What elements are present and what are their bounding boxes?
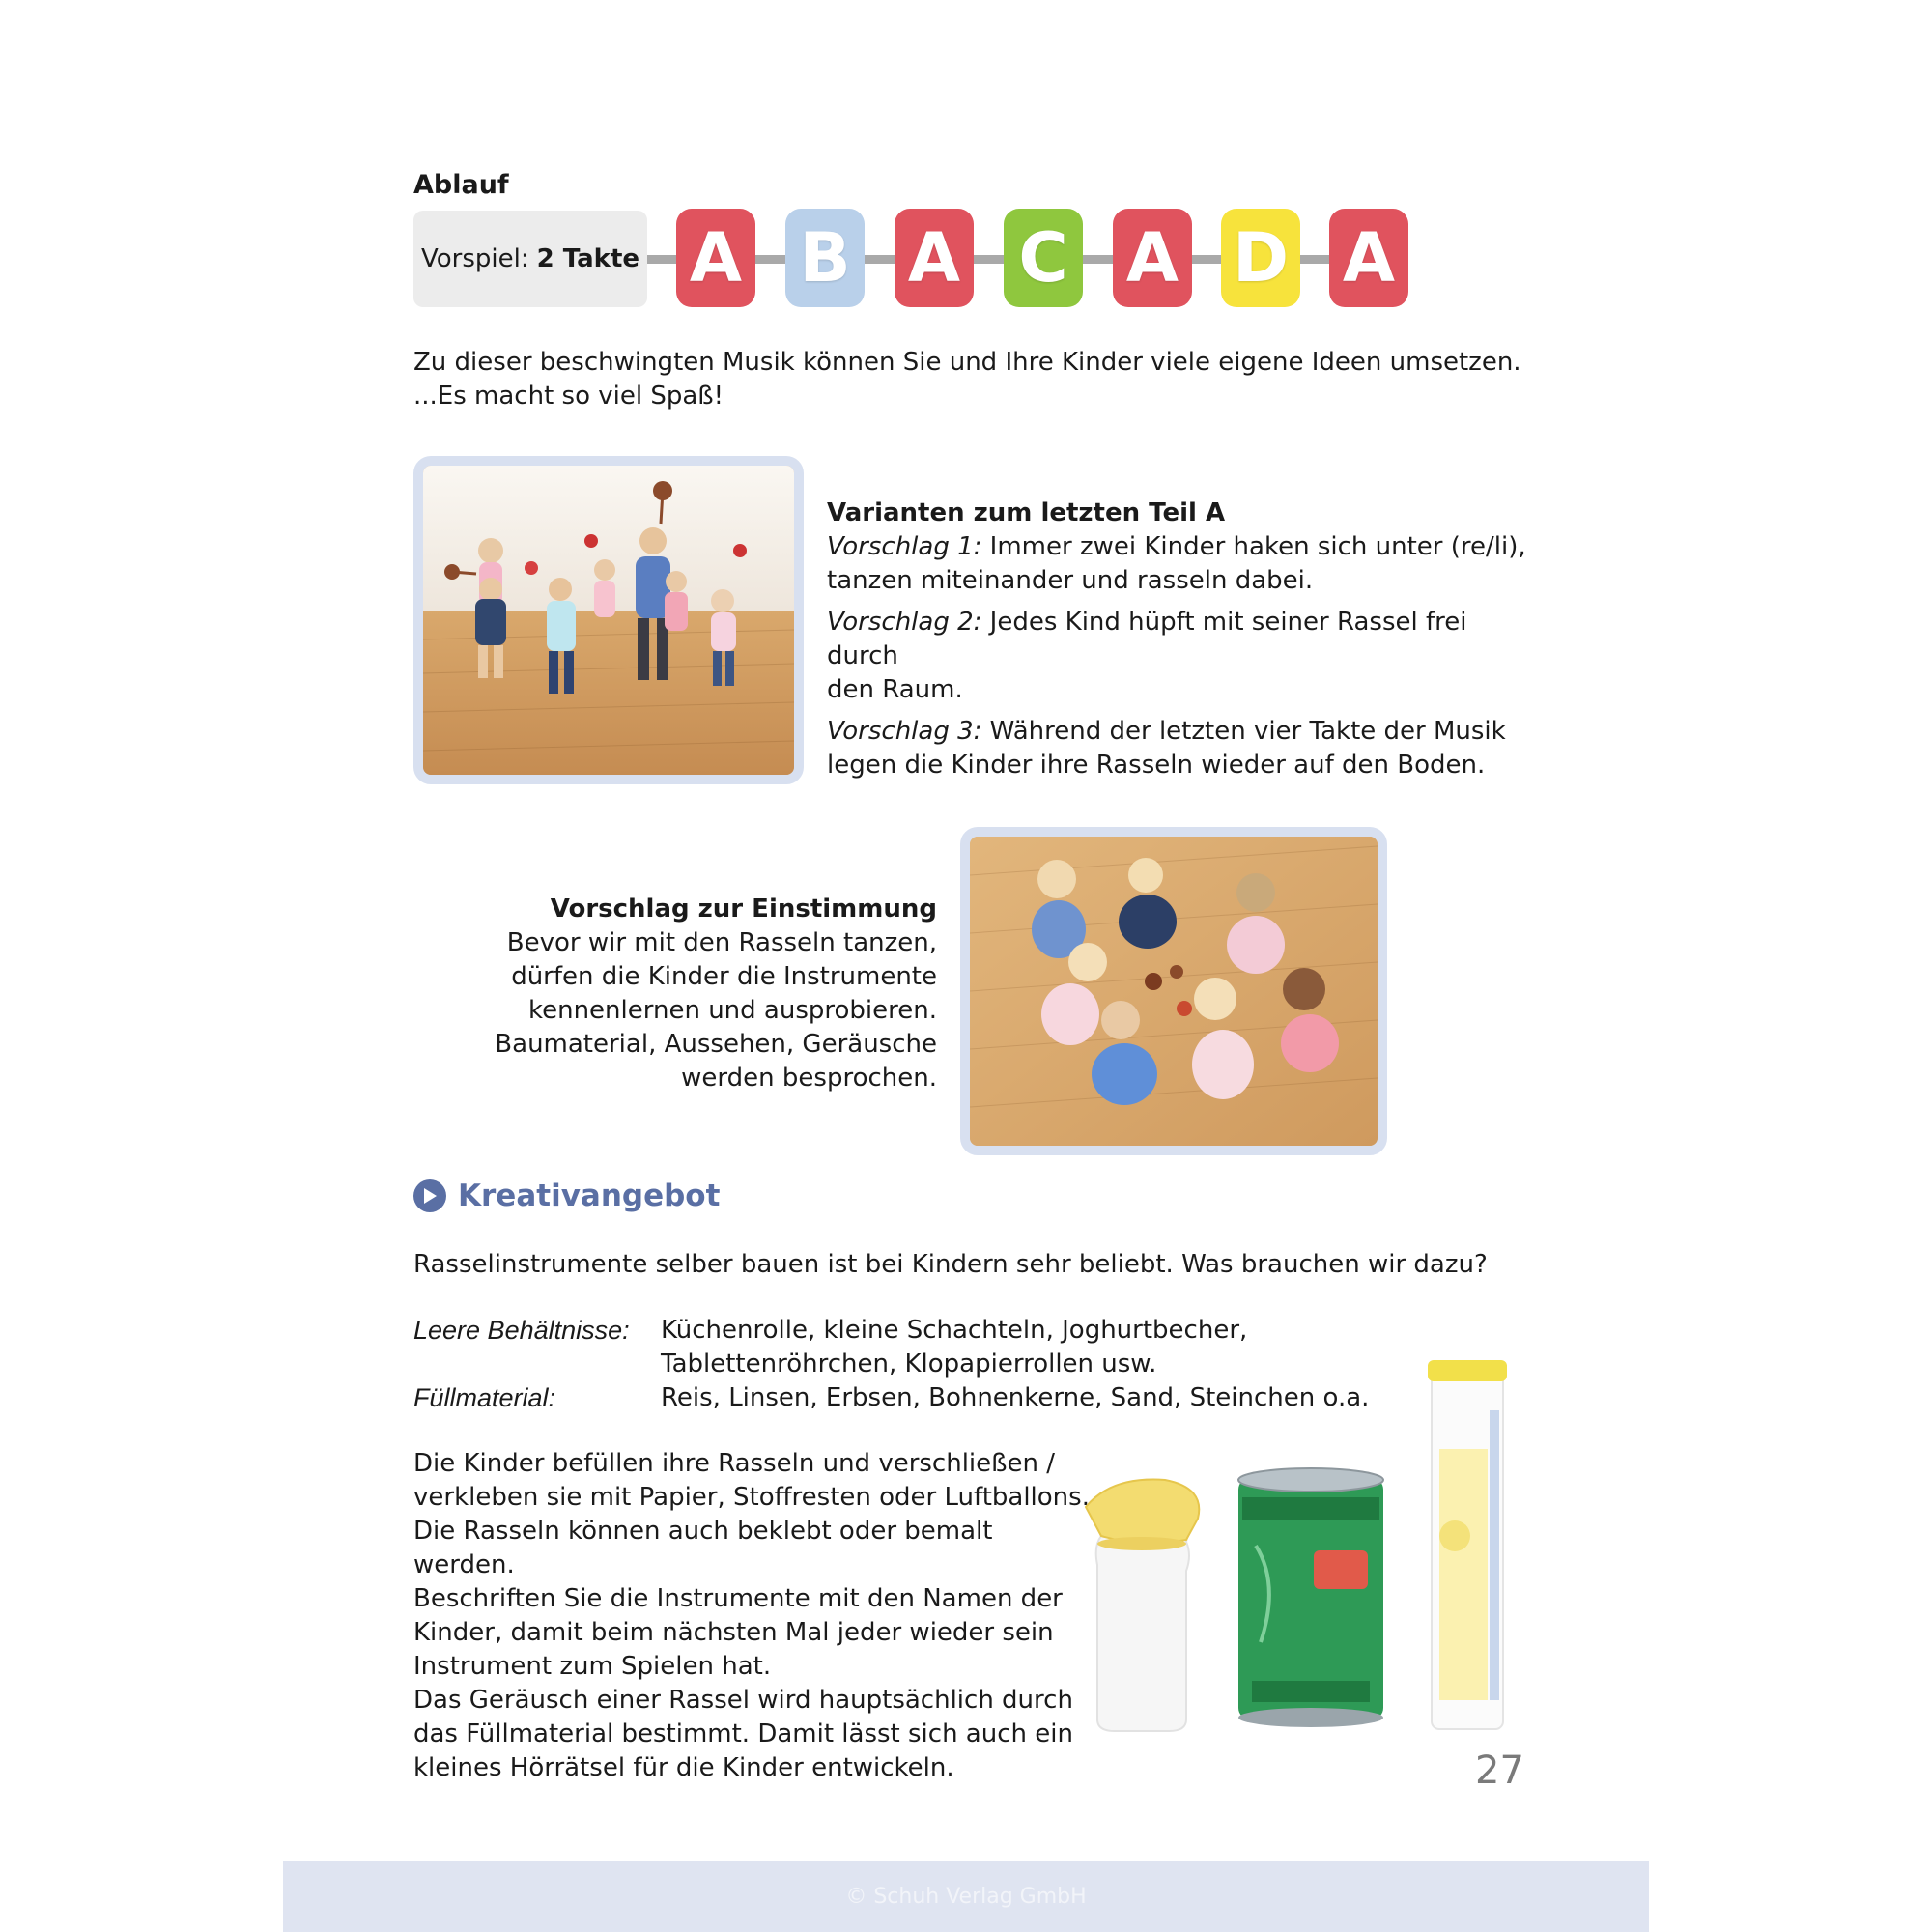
vorschlag-3-label: Vorschlag 3:: [827, 717, 982, 746]
intro-line: Zu dieser beschwingten Musik können Sie und Ihre Kinder viele eigene Ideen umsetzen.: [413, 348, 1521, 377]
ablauf-heading: Ablauf: [413, 170, 509, 200]
varianten-section: [827, 497, 1532, 782]
fuellmaterial-label: Füllmaterial:: [413, 1383, 556, 1412]
photo-children-circle-image: [970, 837, 1378, 1146]
photo-children-circle: [960, 827, 1387, 1155]
green-tin-icon: [1238, 1468, 1383, 1727]
body-line: Die Rasseln können auch beklebt oder bemalt werden.: [413, 1517, 993, 1579]
sequence-tile-a: A: [1113, 209, 1192, 307]
body-line: verkleben sie mit Papier, Stoffresten oder Luftballons.: [413, 1483, 1090, 1512]
sequence-tile-c: C: [1004, 209, 1083, 307]
varianten-heading: Varianten zum letzten Teil A: [827, 498, 1226, 527]
vorspiel-label: Vorspiel:: [420, 244, 529, 273]
einstimmung-section: [483, 893, 937, 1095]
einstimmung-line: kennenlernen und ausprobieren.: [527, 996, 937, 1025]
einstimmung-line: werden besprochen.: [681, 1064, 937, 1093]
einstimmung-line: Baumaterial, Aussehen, Geräusche: [495, 1030, 937, 1059]
body-line: Das Geräusch einer Rassel wird hauptsächlich durch: [413, 1686, 1073, 1715]
yogurt-bottle-icon: [1086, 1480, 1199, 1731]
vorspiel-value: 2 Takte: [536, 244, 640, 273]
footer-bar: [283, 1861, 1649, 1932]
behaeltnisse-value: Küchenrolle, kleine Schachteln, Joghurtbecher,: [661, 1316, 1248, 1345]
sequence-tile-d: D: [1221, 209, 1300, 307]
copyright-text: © Schuh Verlag GmbH: [845, 1885, 1087, 1909]
body-line: das Füllmaterial bestimmt. Damit lässt sich auch ein: [413, 1719, 1073, 1748]
body-line: kleines Hörrätsel für die Kinder entwickeln.: [413, 1753, 954, 1782]
body-line: Beschriften Sie die Instrumente mit den Namen der: [413, 1584, 1063, 1613]
body-line: Kinder, damit beim nächsten Mal jeder wieder sein: [413, 1618, 1054, 1647]
vorschlag-1-label: Vorschlag 1:: [827, 532, 982, 561]
sequence-tile-a: A: [895, 209, 974, 307]
vorschlag-3-text: Während der letzten vier Takte der Musik: [981, 717, 1506, 746]
vorschlag-1-text: Immer zwei Kinder haken sich unter (re/li),: [981, 532, 1526, 561]
behaeltnisse-label: Leere Behältnisse:: [413, 1316, 630, 1345]
intro-line: ...Es macht so viel Spaß!: [413, 382, 724, 411]
vorschlag-2-label: Vorschlag 2:: [827, 608, 982, 637]
kreativ-intro: Rasselinstrumente selber bauen ist bei Kindern sehr beliebt. Was brauchen wir dazu?: [413, 1250, 1488, 1279]
body-line: Instrument zum Spielen hat.: [413, 1652, 772, 1681]
tablet-tube-icon: [1428, 1360, 1507, 1729]
rattle-containers-illustration: [1072, 1352, 1517, 1739]
intro-text: [413, 346, 1521, 413]
body-line: Die Kinder befüllen ihre Rasseln und verschließen /: [413, 1449, 1056, 1478]
photo-children-dancing-image: [423, 466, 794, 775]
play-circle-icon: [413, 1179, 446, 1212]
behaeltnisse-value-cont: Tablettenröhrchen, Klopapierrollen usw.: [661, 1350, 1157, 1378]
einstimmung-heading: Vorschlag zur Einstimmung: [550, 895, 937, 923]
vorschlag-1: [827, 530, 1532, 564]
sequence-tile-a: A: [676, 209, 755, 307]
vorschlag-2: [827, 606, 1532, 673]
kreativangebot-heading: [413, 1179, 720, 1213]
vorschlag-2-text: Jedes Kind hüpft mit seiner Rassel frei durch: [827, 608, 1467, 670]
fuellmaterial-value: Reis, Linsen, Erbsen, Bohnenkerne, Sand, Steinchen o.a.: [661, 1383, 1370, 1412]
page-number: 27: [1475, 1748, 1524, 1793]
vorschlag-3: [827, 715, 1532, 749]
photo-children-dancing: [413, 456, 804, 784]
vorspiel-box: [413, 211, 647, 307]
vorschlag-2-text-cont: den Raum.: [827, 675, 963, 704]
sequence-tile-a: A: [1329, 209, 1408, 307]
einstimmung-line: dürfen die Kinder die Instrumente: [511, 962, 937, 991]
vorschlag-3-text-cont: legen die Kinder ihre Rasseln wieder auf den Boden.: [827, 751, 1486, 780]
kreativangebot-title: Kreativangebot: [458, 1179, 721, 1213]
kreativ-body: [413, 1447, 1090, 1785]
einstimmung-line: Bevor wir mit den Rasseln tanzen,: [506, 928, 937, 957]
sequence-tile-b: B: [785, 209, 865, 307]
vorschlag-1-text-cont: tanzen miteinander und rasseln dabei.: [827, 566, 1314, 595]
